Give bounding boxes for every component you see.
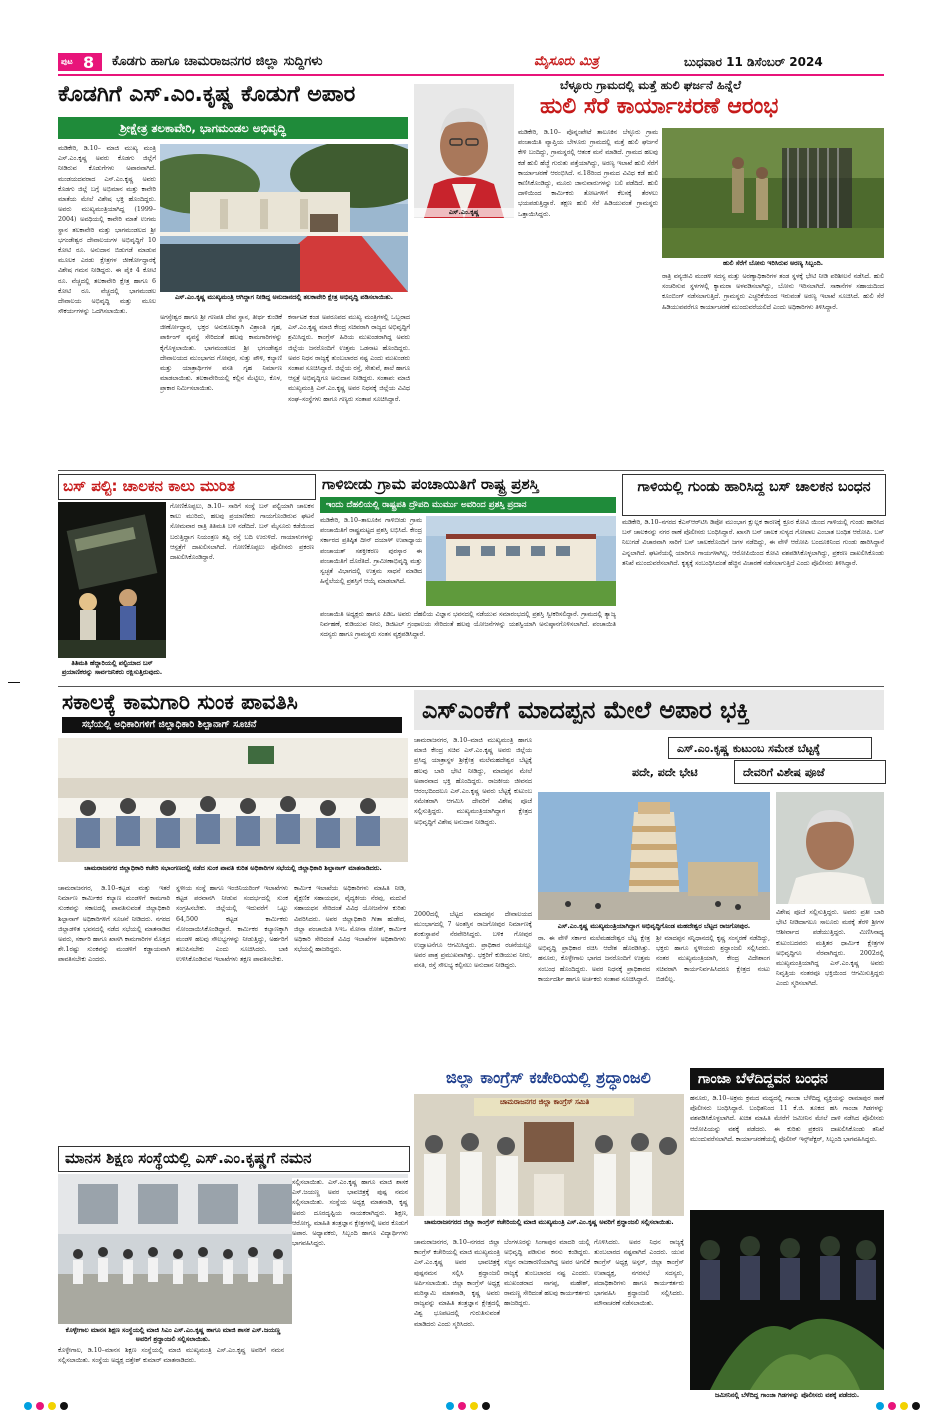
smk-portrait bbox=[414, 84, 514, 218]
story7-col3: ರಾ. ಈ ವೇಳೆ ಸರ್ಕಾರ ಮಲೆಮಹದೇಶ್ವರ ಬೆಟ್ಟ ಕ್ಷೇತ್ರ ಅಭಿವೃದ್ಧಿ ಪ್ರಾಧಿಕಾರ ರಚಿಸಿ ಆದೇಶ ಹೊರಡಿಸಿತ್ತು. ಹನೂರು, ಕೊಳ್ಳೇಗಾಲ ಭಾಗದ ಜನರೊಂದಿಗೆ ಉತ್ತಮ ಸಂಬಂಧ ಹೊಂದಿದ್ದರು. ಅವರ ನಿಧನಕ್ಕೆ ಪ್ರಾಧಿಕಾರದ ಕಾರ್ಯದರ್ಶಿ ಹಾಗೂ ಅರ್ಚಕರು ಸಂತಾಪ ಸೂಚಿಸಿದ್ದಾರೆ. bbox=[538, 935, 650, 983]
story8-col3: ಗೊಳಿಸಿದರು. ಅವರ ನಿಧನ ರಾಜ್ಯಕ್ಕೆ ತುಂಬಲಾರದ ನಷ್ಟವಾಗಿದೆ ಎಂದರು. ಯುವ ಕಾಂಗ್ರೆಸ್ ಅಧ್ಯಕ್ಷ ಅಸ್ಗರ್, ಜಿಲ್ಲಾ ಕಾಂಗ್ರೆಸ್ ಉಪಾಧ್ಯಕ್ಷ, ನಗರಸಭೆ ಸದಸ್ಯರು, ಪದಾಧಿಕಾರಿಗಳು ಹಾಗೂ ಕಾರ್ಯಕರ್ತರು ಭಾಗವಹಿಸಿ ಶ್ರದ್ಧಾಂಜಲಿ ಸಲ್ಲಿಸಿದರು. ಮೌನಾಚರಣೆ ನಡೆಸಲಾಯಿತು. bbox=[594, 1239, 684, 1308]
story1-col2: ಅಗಸ್ತೇಶ್ವರ ಹಾಗೂ ಶ್ರೀ ಗಣಪತಿ ದೇವ ಸ್ಥಾನ, ತೀರ್ಥ ಕುಂಡಿಕೆ ಜೀರ್ಣೋದ್ಧಾರ, ಭಕ್ತರ ಅನುಕೂಲಕ್ಕಾಗಿ ವಿಶ್ರಾಂತಿ ಗೃಹ, ಪಾರ್ಕಿಂಗ್ ವ್ಯವಸ್ಥೆ ಸೇರಿದಂತೆ ಹಲವು ಕಾಮಗಾರಿಗಳನ್ನು ಕೈಗೊಳ್ಳಲಾಯಿತು. ಭಾಗಮಂಡಲದ ಶ್ರೀ ಭಗಂಡೇಶ್ವರ ದೇವಾಲಯದ ಮುಂಭಾಗದ ಗೋಪುರ, ಸುತ್ತು ಪೌಳಿ, ಕಲ್ಯಾಣಿ ಮತ್ತು ಯಾತ್ರಾರ್ಥಿಗಳ ವಸತಿ ಗೃಹ ನಿರ್ಮಾಣ ಮಾಡಲಾಯಿತು. ತಲಕಾವೇರಿಯಲ್ಲಿ ಕಲ್ಲಿನ ಮೆಟ್ಟಿಲು, ಕೊಳ, ಪ್ರಾಕಾರ ನಿರ್ಮಿಸಲಾಯಿತು. bbox=[160, 314, 282, 393]
story9-body: ಹನೂರು, ಡಿ.10–ಅಕ್ರಮ ಕ್ರಮದ ಮಧ್ಯದಲ್ಲಿ ಗಾಂಜಾ ಬೆಳೆದಿದ್ದ ವ್ಯಕ್ತಿಯನ್ನು ರಾಮಾಪುರ ಠಾಣೆ ಪೊಲೀಸರು ಬಂಧಿಸಿದ್ದಾರೆ. ಬಂಧಿತನಿಂದ 11 ಕೆ.ಜಿ. ತೂಕದ ಹಸಿ ಗಾಂಜಾ ಗಿಡಗಳನ್ನು ವಶಪಡಿಸಿಕೊಳ್ಳಲಾಗಿದೆ. ಖಚಿತ ಮಾಹಿತಿ ಮೇರೆಗೆ ಜಮೀನಿನ ಮೇಲೆ ದಾಳಿ ನಡೆಸಿದ ಪೊಲೀಸರು ಆರೋಪಿಯನ್ನು ವಶಕ್ಕೆ ಪಡೆದರು. ಈ ಕುರಿತು ಪ್ರಕರಣ ದಾಖಲಿಸಿಕೊಂಡು ತನಿಖೆ ಮುಂದುವರೆಸಲಾಗಿದೆ. ಕಾರ್ಯಾಚರಣೆಯಲ್ಲಿ ಪೊಲೀಸ್ ಇನ್ಸ್‌ಪೆಕ್ಟರ್, ಸಿಬ್ಬಂದಿ ಭಾಗವಹಿಸಿದ್ದರು. bbox=[690, 1095, 884, 1143]
story1-headline: ಕೊಡಗಿಗೆ ಎಸ್.ಎಂ.ಕೃಷ್ಣ ಕೊಡುಗೆ ಅಪಾರ bbox=[58, 82, 356, 107]
story7-col1: ಚಾಮರಾಜನಗರ, ಡಿ.10–ಮಾಜಿ ಮುಖ್ಯಮಂತ್ರಿ ಹಾಗೂ ಮಾಜಿ ಕೇಂದ್ರ ಸಚಿವ ಎಸ್.ಎಂ.ಕೃಷ್ಣ ಅವರು ಜಿಲ್ಲೆಯ ಪ್ರಸಿದ್ಧ ಯಾತ್ರಾಸ್ಥಳ ಶ್ರೀಕ್ಷೇತ್ರ ಮಲೆಮಹದೇಶ್ವರ ಬೆಟ್ಟಕ್ಕೆ ಹಲವು ಬಾರಿ ಭೇಟಿ ನೀಡಿದ್ದು, ಮಾದಪ್ಪನ ಮೇಲೆ ಅಪಾರವಾದ ಭಕ್ತಿ ಹೊಂದಿದ್ದರು. ರಾಜಕೀಯ ಜೀವನದ ಆರಂಭದಿಂದಲೂ ಎಸ್.ಎಂ.ಕೃಷ್ಣ ಅವರು ಬೆಟ್ಟಕ್ಕೆ ಕುಟುಂಬ ಸಮೇತರಾಗಿ ಆಗಮಿಸಿ ದೇವರಿಗೆ ವಿಶೇಷ ಪೂಜೆ ಸಲ್ಲಿಸುತ್ತಿದ್ದರು. ಮುಖ್ಯಮಂತ್ರಿಯಾಗಿದ್ದಾಗ ಕ್ಷೇತ್ರದ ಅಭಿವೃದ್ಧಿಗೆ ವಿಶೇಷ ಅನುದಾನ ನೀಡಿದ್ದರು. bbox=[414, 737, 532, 826]
story6-headline: ಸಕಾಲಕ್ಕೆ ಕಾಮಗಾರಿ ಸುಂಕ ಪಾವತಿಸಿ bbox=[62, 690, 298, 714]
story1-subhead-bar bbox=[58, 117, 408, 139]
story7-sub1-box bbox=[668, 737, 872, 759]
registration-marks-center bbox=[446, 1402, 506, 1412]
talakaveri-image bbox=[160, 144, 408, 292]
paper-name: ಮೈಸೂರು ಮಿತ್ರ bbox=[534, 54, 599, 69]
temple-gopura-photo bbox=[538, 792, 770, 920]
masthead-rule bbox=[58, 74, 884, 76]
story3-headline-box bbox=[58, 474, 316, 500]
row2-rule bbox=[58, 686, 884, 687]
bus-accident-photo bbox=[58, 502, 166, 658]
story4-subhead-bar bbox=[320, 497, 616, 513]
meeting-photo bbox=[58, 738, 408, 862]
page-word: ಪುಟ bbox=[61, 57, 73, 66]
tiger-cage-image bbox=[662, 128, 884, 258]
story1-col1: ಮಡಿಕೇರಿ, ಡಿ.10– ಮಾಜಿ ಮುಖ್ಯ ಮಂತ್ರಿ ಎಸ್.ಎಂ.ಕೃಷ್ಣ ಅವರು ಕೊಡಗು ಜಿಲ್ಲೆಗೆ ನೀಡಿರುವ ಕೊಡುಗೆಗಳು ಅಪಾರವಾಗಿದೆ. ಮಂಡಯದವರಾದ ಎಸ್.ಎಂ.ಕೃಷ್ಣ ಅವರು ಕೊಡಗು ಜಿಲ್ಲೆ ಬಗ್ಗೆ ಅಭಿಮಾನ ಮತ್ತು ಕಾವೇರಿ ಮಾತೆಯ ಮೇಲೆ ವಿಶೇಷ ಭಕ್ತಿ ಹೊಂದಿದ್ದರು. ಅವರು ಮುಖ್ಯಮಂತ್ರಿಯಾಗಿದ್ದ (1999–2004) ಅವಧಿಯಲ್ಲಿ ಕಾವೇರಿ ಮಾತೆ ಉಗಮ ಸ್ಥಾನ ತಲಕಾವೇರಿ ಮತ್ತು ಭಾಗಮಂಡಲದ ಶ್ರೀ ಭಗಂಡೇಶ್ವರ ದೇವಾಲಯಗಳ ಅಭಿವೃದ್ಧಿಗೆ 10 ಕೋಟಿ ರೂ. ಅನುದಾನ ಬಿಡುಗಡೆ ಮಾಡುವ ಮೂಲಕ ಎರಡು ಕ್ಷೇತ್ರಗಳ ಜೀರ್ಣೋದ್ಧಾರಕ್ಕೆ ವಿಶೇಷ ಗಮನ ನೀಡಿದ್ದರು. ಈ ಪೈಕಿ 4 ಕೋಟಿ ರೂ. ವೆಚ್ಚದಲ್ಲಿ ತಲಕಾವೇರಿ ಕ್ಷೇತ್ರ ಹಾಗೂ 6 ಕೋಟಿ ರೂ. ವೆಚ್ಚದಲ್ಲಿ ಭಾಗಮಂಡಲ ದೇವಾಲಯ ಅಭಿವೃದ್ಧಿ ಮತ್ತು ಮೂಲ ಸೌಕರ್ಯಗಳನ್ನು ಒದಗಿಸಲಾಯಿತು. bbox=[58, 145, 156, 316]
page-number: 8 bbox=[83, 53, 95, 72]
tiger-caption: ಹುಲಿ ಸೆರೆಗೆ ಬೋನು ಇರಿಸಿರುವ ಅರಣ್ಯ ಸಿಬ್ಬಂದಿ. bbox=[722, 259, 824, 267]
story10-headline: ಮಾನಸ ಶಿಕ್ಷಣ ಸಂಸ್ಥೆಯಲ್ಲಿ ಎಸ್.ಎಂ.ಕೃಷ್ಣಗೆ ನಮನ bbox=[65, 1149, 312, 1167]
story5-headline: ಗಾಳಿಯಲ್ಲಿ ಗುಂಡು ಹಾರಿಸಿದ್ದ ಬಸ್ ಚಾಲಕನ ಬಂಧನ bbox=[637, 479, 871, 495]
temple-gopura-image bbox=[538, 792, 770, 920]
story4-col1: ಮಡಿಕೇರಿ, ಡಿ.10–ತಾಲೂಕಿನ ಗಾಳಿಬೀಡು ಗ್ರಾಮ ಪಂಚಾಯಿತಿಗೆ ರಾಷ್ಟ್ರಮಟ್ಟದ ಪ್ರಶಸ್ತಿ ಲಭಿಸಿದೆ. ಕೇಂದ್ರ ಸರ್ಕಾರದ ಪ್ರತಿಷ್ಠಿತ ದೀನ್ ದಯಾಳ್ ಉಪಾಧ್ಯಾಯ ಪಂಚಾಯತ್ ಸಶಕ್ತೀಕರಣ ಪುರಸ್ಕಾರ ಈ ಪಂಚಾಯಿತಿಗೆ ದೊರೆತಿದೆ. ಗ್ರಾಮೀಣಾಭಿವೃದ್ಧಿ ಮತ್ತು ಸ್ವಚ್ಛತೆ ವಿಭಾಗದಲ್ಲಿ ಉತ್ತಮ ಸಾಧನೆ ಮಾಡಿದ ಹಿನ್ನೆಲೆಯಲ್ಲಿ ಪ್ರಶಸ್ತಿಗೆ ಆಯ್ಕೆ ಮಾಡಲಾಗಿದೆ. bbox=[320, 517, 422, 586]
story6-subhead: ಸಭೆಯಲ್ಲಿ ಅಧಿಕಾರಿಗಳಿಗೆ ಜಿಲ್ಲಾಧಿಕಾರಿ ಶಿಲ್ಪಾನಾಗ್ ಸೂಚನೆ bbox=[82, 719, 257, 730]
panchayat-building-image bbox=[426, 516, 616, 606]
meeting-caption: ಚಾಮರಾಜನಗರ ಜಿಲ್ಲಾಧಿಕಾರಿ ಕಚೇರಿ ಸಭಾಂಗಣದಲ್ಲಿ ನಡೆದ ಸುಂಕ ಪಾವತಿ ಕುರಿತ ಅಧಿಕಾರಿಗಳ ಸಭೆಯಲ್ಲಿ ಜಿಲ್ಲಾಧಿಕಾರಿ ಶಿಲ್ಪಾನಾಗ್ ಮಾತನಾಡಿದರು. bbox=[84, 864, 382, 872]
talakaveri-caption: ಎಸ್.ಎಂ.ಕೃಷ್ಣ ಮುಖ್ಯಮಂತ್ರಿ ಆಗಿದ್ದಾಗ ನೀಡಿದ್ದ ಅನುದಾನದಲ್ಲಿ ತಲಕಾವೇರಿ ಕ್ಷೇತ್ರ ಅಭಿವೃದ್ಧಿ ಪಡಿಸಲಾಯಿತು. bbox=[174, 293, 394, 301]
smk-portrait-image bbox=[414, 84, 514, 218]
smk-portrait-caption: ಎಸ್.ಎಂ.ಕೃಷ್ಣ bbox=[414, 208, 514, 217]
congress-tribute-image bbox=[414, 1094, 684, 1216]
ganja-caption: ಜಮೀನಿನಲ್ಲಿ ಬೆಳೆದಿದ್ದ ಗಾಂಜಾ ಗಿಡಗಳನ್ನು ಪೊಲೀಸರು ವಶಕ್ಕೆ ಪಡೆದರು. bbox=[714, 1391, 860, 1399]
tiger-cage-photo bbox=[662, 128, 884, 258]
story2-col1: ಮಡಿಕೇರಿ, ಡಿ.10– ಪೊನ್ನಂಪೇಟೆ ತಾಲೂಕಿನ ಬೆಳ್ಳೂರು ಗ್ರಾಮ ಪಂಚಾಯಿತಿ ವ್ಯಾಪ್ತಿಯ ಬೇಳೂರು ಗ್ರಾಮದಲ್ಲಿ ಮತ್ತೆ ಹುಲಿ ಘರ್ಜನೆ ಕೇಳಿ ಬಂದಿದ್ದು, ಗ್ರಾಮಸ್ಥರಲ್ಲಿ ಆತಂಕ ಮನೆ ಮಾಡಿದೆ. ಗ್ರಾಮದ ಹಲವು ಕಡೆ ಹುಲಿ ಹೆಜ್ಜೆ ಗುರುತು ಪತ್ತೆಯಾಗಿದ್ದು, ಅರಣ್ಯ ಇಲಾಖೆ ಹುಲಿ ಸೆರೆಗೆ ಕಾರ್ಯಾಚರಣೆ ಆರಂಭಿಸಿದೆ. ನ.18ರಿಂದ ಗ್ರಾಮದ ವಿವಿಧ ಕಡೆ ಹುಲಿ ಕಾಣಿಸಿಕೊಂಡಿದ್ದು, ಮೂರು ಜಾನುವಾರುಗಳನ್ನು ಬಲಿ ಪಡೆದಿದೆ. ಹುಲಿ ದಾಳಿಯಿಂದ ಕಾರ್ಮಿಕರು ತೋಟಗಳಿಗೆ ಕೆಲಸಕ್ಕೆ ತೆರಳಲು ಭಯಪಡುತ್ತಿದ್ದಾರೆ. ತಕ್ಷಣ ಹುಲಿ ಸೆರೆ ಹಿಡಿಯುವಂತೆ ಗ್ರಾಮಸ್ಥರು ಒತ್ತಾಯಿಸಿದ್ದರು. bbox=[518, 129, 658, 218]
story9-headline: ಗಾಂಜಾ ಬೆಳೆದಿದ್ದವನ ಬಂಧನ bbox=[698, 1071, 828, 1087]
registration-marks-left bbox=[24, 1402, 84, 1412]
bus-accident-caption: ತಿತಿಮತಿ ಹೆದ್ದಾರಿಯಲ್ಲಿ ಪಲ್ಟಿಯಾದ ಬಸ್ ಪ್ರಯಾಣಿಕರನ್ನು ಸಾರ್ವಜನಿಕರು ರಕ್ಷಿಸುತ್ತಿರುವುದು. bbox=[61, 659, 163, 676]
story8-col1: ಚಾಮರಾಜನಗರ, ಡಿ.10–ನಗರದ ಜಿಲ್ಲಾ ಕಾಂಗ್ರೆಸ್ ಕಚೇರಿಯಲ್ಲಿ ಮಾಜಿ ಮುಖ್ಯಮಂತ್ರಿ ಎಸ್.ಎಂ.ಕೃಷ್ಣ ಅವರ ಭಾವಚಿತ್ರಕ್ಕೆ ಪುಷ್ಪನಮನ ಸಲ್ಲಿಸಿ ಶ್ರದ್ಧಾಂಜಲಿ ಅರ್ಪಿಸಲಾಯಿತು. ಜಿಲ್ಲಾ ಕಾಂಗ್ರೆಸ್ ಅಧ್ಯಕ್ಷ ಮರಿಸ್ವಾಮಿ ಮಾತನಾಡಿ, ಕೃಷ್ಣ ಅವರು ರಾಜ್ಯವನ್ನು ಮಾಹಿತಿ ತಂತ್ರಜ್ಞಾನ ಕ್ಷೇತ್ರದಲ್ಲಿ ವಿಶ್ವ ಭೂಪಟದಲ್ಲಿ ಗುರುತಿಸುವಂತೆ ಮಾಡಿದರು ಎಂದು ಸ್ಮರಿಸಿದರು. bbox=[414, 1239, 500, 1328]
congress-tribute-photo bbox=[414, 1094, 684, 1216]
story10-col1: ಕೊಳ್ಳೇಗಾಲ, ಡಿ.10–ಮಾನಸ ಶಿಕ್ಷಣ ಸಂಸ್ಥೆಯಲ್ಲಿ ಮಾಜಿ ಮುಖ್ಯಮಂತ್ರಿ ಎಸ್.ಎಂ.ಕೃಷ್ಣ ಅವರಿಗೆ ನಮನ ಸಲ್ಲಿಸಲಾಯಿತು. ಸಂಸ್ಥೆಯ ಅಧ್ಯಕ್ಷ ದತ್ತೇಶ್ ಕುಮಾರ್ ಮಾತನಾಡಿದರು. bbox=[58, 1347, 284, 1365]
story1-col3: ಕರ್ನಾಟಕ ಕಂಡ ಅಪರೂಪದ ಮುಖ್ಯ ಮಂತ್ರಿಗಳಲ್ಲಿ ಒಬ್ಬರಾದ ಎಸ್.ಎಂ.ಕೃಷ್ಣ ಮಾಜಿ ಕೇಂದ್ರ ಸಚಿವರಾಗಿ ರಾಜ್ಯದ ಅಭಿವೃದ್ಧಿಗೆ ಶ್ರಮಿಸಿದ್ದರು. ಕಾಂಗ್ರೆಸ್ ಹಿರಿಯ ಮುಖಂಡರಾಗಿದ್ದ ಅವರು ಜಿಲ್ಲೆಯ ಜನರೊಂದಿಗೆ ಉತ್ತಮ ಒಡನಾಟ ಹೊಂದಿದ್ದರು. ಅವರ ನಿಧನ ರಾಜ್ಯಕ್ಕೆ ತುಂಬಲಾರದ ನಷ್ಟ ಎಂದು ಮುಖಂಡರು ಸಂತಾಪ ಸೂಚಿಸಿದ್ದಾರೆ. ಜಿಲ್ಲೆಯ ರಸ್ತೆ, ಸೇತುವೆ, ಶಾಲೆ ಹಾಗೂ ಆಸ್ಪತ್ರೆ ಅಭಿವೃದ್ಧಿಗೂ ಅನುದಾನ ನೀಡಿದ್ದರು. ಸಂತಾಪ: ಮಾಜಿ ಮುಖ್ಯಮಂತ್ರಿ ಎಸ್.ಎಂ.ಕೃಷ್ಣ ಅವರ ನಿಧನಕ್ಕೆ ಜಿಲ್ಲೆಯ ವಿವಿಧ ಸಂಘ–ಸಂಸ್ಥೆಗಳು ಹಾಗೂ ಗಣ್ಯರು ಸಂತಾಪ ಸೂಚಿಸಿದ್ದಾರೆ. bbox=[288, 314, 410, 403]
section-title: ಕೊಡಗು ಹಾಗೂ ಚಾಮರಾಜನಗರ ಜಿಲ್ಲಾ ಸುದ್ದಿಗಳು bbox=[112, 54, 323, 69]
story9-headline-bar bbox=[690, 1068, 884, 1090]
story7-sub3: ದೇವರಿಗೆ ವಿಶೇಷ ಪೂಜೆ bbox=[743, 766, 825, 779]
story7-col4: ಶ್ರೀ ಮಾದಪ್ಪನ ಸನ್ನಿಧಾನದಲ್ಲಿ ಕೃಷ್ಣ ಸಂಸ್ಮರಣೆ ನಡೆದಿದ್ದು, ಭಕ್ತರು ಹಾಗೂ ಸ್ಥಳೀಯರು ಶ್ರದ್ಧಾಂಜಲಿ ಸಲ್ಲಿಸಿದರು. ನಂತರ ಮುಖ್ಯಮಂತ್ರಿಯಾಗಿ, ಕೇಂದ್ರ ವಿದೇಶಾಂಗ ಸಚಿವರಾಗಿ ಕಾರ್ಯನಿರ್ವಹಿಸಿದರೂ ಕ್ಷೇತ್ರದ ನಂಟು ಬಿಡಲಿಲ್ಲ. bbox=[656, 935, 770, 983]
story6-subhead-bar bbox=[62, 717, 402, 733]
bus-accident-image bbox=[58, 502, 166, 658]
story6-col3: ಕಾರ್ಮಿಕ ಇಲಾಖೆಯ ಅಧಿಕಾರಿಗಳು ಮಾಹಿತಿ ನೀಡಿ, ಶೈಕ್ಷಣಿಕ ಸಹಾಯಧನ, ವೈದ್ಯಕೀಯ ನೆರವು, ಮದುವೆ ಸಹಾಯಧನ ಸೇರಿದಂತೆ ವಿವಿಧ ಯೋಜನೆಗಳ ಕುರಿತು ವಿವರಿಸಿದರು. ಅಪರ ಜಿಲ್ಲಾಧಿಕಾರಿ ಗೀತಾ ಹುಡೇದ, ಜಿಲ್ಲಾ ಪಂಚಾಯಿತಿ ಸಿಇಒ ಮೋನಾ ರೋತ್, ಕಾರ್ಮಿಕ ಅಧಿಕಾರಿ ಸೇರಿದಂತೆ ವಿವಿಧ ಇಲಾಖೆಗಳ ಅಧಿಕಾರಿಗಳು ಸಭೆಯಲ್ಲಿ ಹಾಜರಿದ್ದರು. bbox=[294, 885, 406, 954]
ganja-seizure-image bbox=[690, 1210, 884, 1390]
story7-sub1: ಎಸ್.ಎಂ.ಕೃಷ್ಣ ಕುಟುಂಬ ಸಮೇತ ಬೆಟ್ಟಕ್ಕೆ bbox=[677, 742, 821, 755]
congress-tribute-caption: ಚಾಮರಾಜನಗರದ ಜಿಲ್ಲಾ ಕಾಂಗ್ರೆಸ್ ಕಚೇರಿಯಲ್ಲಿ ಮಾಜಿ ಮುಖ್ಯಮಂತ್ರಿ ಎಸ್.ಎಂ.ಕೃಷ್ಣ ಅವರಿಗೆ ಶ್ರದ್ಧಾಂಜಲಿ ಸಲ್ಲಿಸಲಾಯಿತು. bbox=[424, 1218, 674, 1226]
story3-body: ಗೋಣಿಕೊಪ್ಪಲು, ಡಿ.10– ಸಾರಿಗೆ ಸಂಸ್ಥೆ ಬಸ್ ಪಲ್ಟಿಯಾಗಿ ಚಾಲಕನ ಕಾಲು ಮುರಿದು, ಹಲವು ಪ್ರಯಾಣಿಕರು ಗಾಯಗೊಂಡಿರುವ ಘಟನೆ ಸೋಮವಾರ ರಾತ್ರಿ ತಿತಿಮತಿ ಬಳಿ ನಡೆದಿದೆ. ಬಸ್ ಮೈಸೂರು ಕಡೆಯಿಂದ ಬರುತ್ತಿದ್ದಾಗ ನಿಯಂತ್ರಣ ತಪ್ಪಿ ರಸ್ತೆ ಬದಿ ಉರುಳಿದೆ. ಗಾಯಾಳುಗಳನ್ನು ಆಸ್ಪತ್ರೆಗೆ ದಾಖಲಿಸಲಾಗಿದೆ. ಗೋಣಿಕೊಪ್ಪಲು ಪೊಲೀಸರು ಪ್ರಕರಣ ದಾಖಲಿಸಿಕೊಂಡಿದ್ದಾರೆ. bbox=[170, 503, 314, 562]
meeting-image bbox=[58, 738, 408, 862]
smk-portrait-2-image bbox=[776, 792, 884, 904]
story7-sub2: ಪದೇ, ಪದೇ ಭೇಟಿ bbox=[632, 766, 698, 779]
story5-body: ಮಡಿಕೇರಿ, ಡಿ.10–ನಗರದ ಕೆಎಸ್‌ಆರ್‌ಟಿಸಿ ಡಿಪೋ ಮುಂಭಾಗ ಕ್ಷುಲ್ಲಕ ಕಾರಣಕ್ಕೆ ಕ್ರೂರ ಕೋವಿ ಯಿಂದ ಗಾಳಿಯಲ್ಲಿ ಗುಂಡು ಹಾರಿಸಿದ ಬಸ್ ಚಾಲಕನನ್ನು ನಗರ ಠಾಣೆ ಪೊಲೀಸರು ಬಂಧಿಸಿದ್ದಾರೆ. ಖಾಸಗಿ ಬಸ್ ಚಾಲಕ ಸುಳ್ಯದ ಗೋಪಾಲ ಎಂಬಾತ ಬಂಧಿತ ಆರೋಪಿ. ಬಸ್ ನಿಲುಗಡೆ ವಿಚಾರವಾಗಿ ಸಾರಿಗೆ ಬಸ್ ಚಾಲಕರೊಂದಿಗೆ ಜಗಳ ನಡೆದಿದ್ದು, ಈ ವೇಳೆ ಆರೋಪಿ ಬಂದೂಕಿನಿಂದ ಗುಂಡು ಹಾರಿಸಿದ್ದಾನೆ ಎನ್ನಲಾಗಿದೆ. ಘಟನೆಯಲ್ಲಿ ಯಾರಿಗೂ ಗಾಯಗಳಾಗಿಲ್ಲ. ಆರೋಪಿಯಿಂದ ಕೋವಿ ವಶಪಡಿಸಿಕೊಳ್ಳಲಾಗಿದ್ದು, ಪ್ರಕರಣ ದಾಖಲಿಸಿಕೊಂಡು ತನಿಖೆ ಮುಂದುವರೆಸಲಾಗಿದೆ. ಕೃತ್ಯಕ್ಕೆ ಸಂಬಂಧಿಸಿದಂತೆ ಹೆಚ್ಚಿನ ವಿಚಾರಣೆ ನಡೆಸಲಾಗುತ್ತಿದೆ ಎಂದು ಪೊಲೀಸರು ತಿಳಿಸಿದ್ದಾರೆ. bbox=[622, 519, 884, 567]
story6-col2: ಸ್ಥಳೀಯ ಸಂಸ್ಥೆ ಹಾಗೂ ಇಂಜಿನಿಯರಿಂಗ್ ಇಲಾಖೆಗಳು ಕಟ್ಟಡ ಪರವಾನಗಿ ನೀಡುವ ಸಂದರ್ಭದಲ್ಲಿ ಸುಂಕ ಸಂಗ್ರಹಿಸಬೇಕು. ಜಿಲ್ಲೆಯಲ್ಲಿ ಇದುವರೆಗೆ ಒಟ್ಟು 64,500 ಕಟ್ಟಡ ಕಾರ್ಮಿಕರು ನೋಂದಾಯಿಸಿಕೊಂಡಿದ್ದಾರೆ. ಕಾರ್ಮಿಕರ ಕಲ್ಯಾಣಕ್ಕಾಗಿ ಮಂಡಳಿ ಹಲವು ಸೌಲಭ್ಯಗಳನ್ನು ನೀಡುತ್ತಿದ್ದು, ಅರ್ಹರಿಗೆ ತಲುಪಿಸಬೇಕು ಎಂದು ಸೂಚಿಸಿದರು. ಬಾಕಿ ಉಳಿಸಿಕೊಂಡಿರುವ ಇಲಾಖೆಗಳು ತಕ್ಷಣ ಪಾವತಿಸಬೇಕು. bbox=[176, 885, 288, 964]
smk-portrait-2 bbox=[776, 792, 884, 904]
row1-rule bbox=[58, 470, 884, 471]
story7-headline: ಎಸ್‌ಎಂಕೆಗೆ ಮಾದಪ್ಪನ ಮೇಲೆ ಅಪಾರ ಭಕ್ತಿ bbox=[422, 696, 750, 724]
story4-headline: ಗಾಳಿಬೀಡು ಗ್ರಾಮ ಪಂಚಾಯಿತಿಗೆ ರಾಷ್ಟ್ರ ಪ್ರಶಸ್ತಿ bbox=[322, 475, 539, 493]
story7-headline-bar bbox=[414, 690, 884, 730]
panchayat-building-photo bbox=[426, 516, 616, 606]
issue-date: ಬುಧವಾರ 11 ಡಿಸೆಂಬರ್ 2024 bbox=[684, 55, 823, 69]
story4-col2: ಪಂಚಾಯಿತಿ ಅಧ್ಯಕ್ಷರು ಹಾಗೂ ಪಿಡಿಒ ಅವರು ದೆಹಲಿಯ ವಿಜ್ಞಾನ ಭವನದಲ್ಲಿ ನಡೆಯುವ ಸಮಾರಂಭದಲ್ಲಿ ಪ್ರಶಸ್ತಿ ಸ್ವೀಕರಿಸಲಿದ್ದಾರೆ. ಗ್ರಾಮದಲ್ಲಿ ತ್ಯಾಜ್ಯ ನಿರ್ವಹಣೆ, ಕುಡಿಯುವ ನೀರು, ಡಿಜಿಟಲ್ ಗ್ರಂಥಾಲಯ ಸೇರಿದಂತೆ ಹಲವು ಯೋಜನೆಗಳನ್ನು ಯಶಸ್ವಿಯಾಗಿ ಅನುಷ್ಠಾನಗೊಳಿಸಲಾಗಿದೆ. ಪಂಚಾಯಿತಿ ಸದಸ್ಯರು ಹಾಗೂ ಗ್ರಾಮಸ್ಥರು ಸಂತಸ ವ್ಯಕ್ತಪಡಿಸಿದ್ದಾರೆ. bbox=[320, 611, 616, 639]
margin-tick bbox=[8, 682, 20, 683]
story7-col2: 2000ದಲ್ಲಿ ಬೆಟ್ಟದ ಮಾದಪ್ಪನ ದೇವಾಲಯದ ಮುಂಭಾಗದಲ್ಲಿ 7 ಅಂತಸ್ತಿನ ರಾಜಗೋಪುರ ನಿರ್ಮಾಣಕ್ಕೆ ಶಂಕುಸ್ಥಾಪನೆ ನೆರವೇರಿಸಿದ್ದರು. ಬಳಿಕ ಗೋಪುರ ಉದ್ಘಾಟನೆಗೂ ಆಗಮಿಸಿದ್ದರು. ಪ್ರಾಧಿಕಾರ ರಚನೆಯಲ್ಲೂ ಅವರ ಪಾತ್ರ ಪ್ರಮುಖವಾಗಿತ್ತು. ಭಕ್ತರಿಗೆ ಕುಡಿಯುವ ನೀರು, ವಸತಿ, ರಸ್ತೆ ಸೌಲಭ್ಯ ಕಲ್ಪಿಸಲು ಅನುದಾನ ನೀಡಿದ್ದರು. bbox=[414, 911, 532, 970]
ganja-seizure-photo bbox=[690, 1210, 884, 1390]
story8-col2: ಬೆಂಗಳೂರನ್ನು ಸಿಂಗಾಪುರ ಮಾದರಿ ಯಲ್ಲಿ ಅಭಿವೃದ್ಧಿ ಪಡಿಸುವ ಕನಸು ಕಂಡಿದ್ದರು. ಸಜ್ಜನ ರಾಜಕಾರಣಿಯಾಗಿದ್ದ ಅವರ ಅಗಲಿಕೆ ರಾಜ್ಯಕ್ಕೆ ತುಂಬಲಾರದ ನಷ್ಟ ಎಂದರು. ಮುಖಂಡರಾದ ನಾಗಪ್ಪ, ಮಹೇಶ್, ರಾಮಣ್ಣ ಸೇರಿದಂತೆ ಹಲವು ಕಾರ್ಯಕರ್ತರು ಹಾಜರಿದ್ದರು. bbox=[504, 1239, 590, 1308]
story5-headline-box bbox=[622, 474, 886, 516]
story10-headline-box bbox=[58, 1146, 410, 1172]
story4-subhead: ಇಂದು ದೆಹಲಿಯಲ್ಲಿ ರಾಷ್ಟ್ರಪತಿ ದ್ರೌಪದಿ ಮುರ್ಮು ಅವರಿಂದ ಪ್ರಶಸ್ತಿ ಪ್ರದಾನ bbox=[326, 500, 527, 510]
story8-banner: ಚಾಮರಾಜನಗರ ಜಿಲ್ಲಾ ಕಾಂಗ್ರೆಸ್ ಸಮಿತಿ bbox=[500, 1098, 590, 1106]
story2-headline: ಹುಲಿ ಸೆರೆ ಕಾರ್ಯಾಚರಣೆ ಆರಂಭ bbox=[540, 94, 779, 119]
story6-col1: ಚಾಮರಾಜನಗರ, ಡಿ.10–ಕಟ್ಟಡ ಮತ್ತು ಇತರೆ ನಿರ್ಮಾಣ ಕಾರ್ಮಿಕರ ಕಲ್ಯಾಣ ಮಂಡಳಿಗೆ ಕಾಮಗಾರಿ ಸುಂಕವನ್ನು ಸಕಾಲದಲ್ಲಿ ಪಾವತಿಸುವಂತೆ ಜಿಲ್ಲಾಧಿಕಾರಿ ಶಿಲ್ಪಾನಾಗ್ ಅಧಿಕಾರಿಗಳಿಗೆ ಸೂಚನೆ ನೀಡಿದರು. ನಗರದ ಜಿಲ್ಲಾಡಳಿತ ಭವನದಲ್ಲಿ ನಡೆದ ಸಭೆಯಲ್ಲಿ ಮಾತನಾಡಿದ ಅವರು, ಸರ್ಕಾರಿ ಹಾಗೂ ಖಾಸಗಿ ಕಾಮಗಾರಿಗಳ ಮೊತ್ತದ ಶೇ.1ರಷ್ಟು ಸುಂಕವನ್ನು ಮಂಡಳಿಗೆ ಕಡ್ಡಾಯವಾಗಿ ಪಾವತಿಸಬೇಕು ಎಂದರು. bbox=[58, 885, 170, 964]
story1-subhead: ಶ್ರೀಕ್ಷೇತ್ರ ತಲಕಾವೇರಿ, ಭಾಗಮಂಡಲ ಅಭಿವೃದ್ಧಿ bbox=[120, 121, 286, 135]
talakaveri-photo bbox=[160, 144, 408, 292]
page-number-badge bbox=[58, 53, 102, 71]
story7-col5: ವಿಶೇಷ ಪೂಜೆ ಸಲ್ಲಿಸುತ್ತಿದ್ದರು. ಅವರು ಪ್ರತೀ ಬಾರಿ ಭೇಟಿ ನೀಡಿದಾಗಲೂ ಸಾಲೂರು ಮಠಕ್ಕೆ ತೆರಳಿ ಶ್ರೀಗಳ ಆಶೀರ್ವಾದ ಪಡೆಯುತ್ತಿದ್ದರು. ಮಿಣಿಸಿನಾಧ್ಯ ಕುಟುಂಬದವರು ಮತ್ತಿತರ ಧಾರ್ಮಿಕ ಕ್ಷೇತ್ರಗಳ ಅಭಿವೃದ್ಧಿಗೂ ನೆರವಾಗಿದ್ದರು. 2002ರಲ್ಲಿ ಮುಖ್ಯಮಂತ್ರಿಯಾಗಿದ್ದ ಎಸ್.ಎಂ.ಕೃಷ್ಣ ಅವರು ನಿವೃತ್ತಿಯ ನಂತರವೂ ಭಕ್ತಿಯಿಂದ ಆಗಮಿಸುತ್ತಿದ್ದರು ಎಂದು ಸ್ಮರಿಸಲಾಗಿದೆ. bbox=[776, 909, 884, 988]
story10-col2: ಸಲ್ಲಿಸಲಾಯಿತು. ಎಸ್.ಎಂ.ಕೃಷ್ಣ ಹಾಗೂ ಮಾಜಿ ಶಾಸಕ ಎಸ್.ಜಯಣ್ಣ ಅವರ ಭಾವಚಿತ್ರಕ್ಕೆ ಪುಷ್ಪ ನಮನ ಸಲ್ಲಿಸಲಾಯಿತು. ಸಂಸ್ಥೆಯ ಅಧ್ಯಕ್ಷ ಮಾತನಾಡಿ, ಕೃಷ್ಣ ಅವರು ದೂರದೃಷ್ಟಿಯ ನಾಯಕರಾಗಿದ್ದರು. ಶಿಕ್ಷಣ, ಆರೋಗ್ಯ, ಮಾಹಿತಿ ತಂತ್ರಜ್ಞಾನ ಕ್ಷೇತ್ರಗಳಲ್ಲಿ ಅವರ ಕೊಡುಗೆ ಅಪಾರ. ಅಧ್ಯಾಪಕರು, ಸಿಬ್ಬಂದಿ ಹಾಗೂ ವಿದ್ಯಾರ್ಥಿಗಳು ಭಾಗವಹಿಸಿದ್ದರು. bbox=[292, 1178, 408, 1396]
manasa-caption: ಕೊಳ್ಳೇಗಾಲ ಮಾನಸ ಶಿಕ್ಷಣ ಸಂಸ್ಥೆಯಲ್ಲಿ ಮಾಜಿ ಸಿಎಂ ಎಸ್.ಎಂ.ಕೃಷ್ಣ ಹಾಗೂ ಮಾಜಿ ಶಾಸಕ ಎಸ್.ಜಯಣ್ಣ ಅವರಿಗೆ ಶ್ರದ್ಧಾಂಜಲಿ ಸಲ್ಲಿಸಲಾಯಿತು. bbox=[65, 1326, 281, 1343]
story7-sub3-box bbox=[734, 760, 886, 784]
story8-headline: ಜಿಲ್ಲಾ ಕಾಂಗ್ರೆಸ್ ಕಚೇರಿಯಲ್ಲಿ ಶ್ರದ್ಧಾಂಜಲಿ bbox=[446, 1068, 651, 1087]
story2-col2: ರಾತ್ರಿ ವನ್ಯಜೀವಿ ಮಂಡಳಿ ಸದಸ್ಯ ಮತ್ತು ಅರಣ್ಯಾಧಿಕಾರಿಗಳ ತಂಡ ಸ್ಥಳಕ್ಕೆ ಭೇಟಿ ನೀಡಿ ಪರಿಶೀಲನೆ ನಡೆಸಿದೆ. ಹುಲಿ ಸಂಚರಿಸುವ ಸ್ಥಳಗಳಲ್ಲಿ ಕ್ಯಾಮರಾ ಅಳವಡಿಸಲಾಗಿದ್ದು, ಬೋನು ಇರಿಸಲಾಗಿದೆ. ಸಾಕಾನೆಗಳ ಸಹಾಯದಿಂದ ಕೂಂಬಿಂಗ್ ನಡೆಸಲಾಗುತ್ತಿದೆ. ಗ್ರಾಮಸ್ಥರು ಎಚ್ಚರಿಕೆಯಿಂದ ಇರುವಂತೆ ಅರಣ್ಯ ಇಲಾಖೆ ಸೂಚಿಸಿದೆ. ಹುಲಿ ಸೆರೆ ಹಿಡಿಯುವವರೆಗೂ ಕಾರ್ಯಾಚರಣೆ ಮುಂದುವರೆಯಲಿದೆ ಎಂದು ಅಧಿಕಾರಿಗಳು ತಿಳಿಸಿದ್ದಾರೆ. bbox=[662, 273, 884, 311]
story2-kicker: ಬೆಳ್ಳೂರು ಗ್ರಾಮದಲ್ಲಿ ಮತ್ತೆ ಹುಲಿ ಘರ್ಜನೆ ಹಿನ್ನೆಲೆ bbox=[560, 78, 742, 92]
story3-headline: ಬಸ್ ಪಲ್ಟಿ: ಚಾಲಕನ ಕಾಲು ಮುರಿತ bbox=[63, 477, 235, 495]
masthead bbox=[58, 52, 884, 72]
temple-caption: ಎಸ್.ಎಂ.ಕೃಷ್ಣ ಮುಖ್ಯಮಂತ್ರಿಯಾಗಿದ್ದಾಗ ಅಭಿವೃದ್ಧಿಗೊಂಡ ಮಹದೇಶ್ವರ ಬೆಟ್ಟದ ರಾಜಗೋಪುರ. bbox=[557, 922, 751, 930]
registration-marks-right bbox=[876, 1402, 936, 1412]
